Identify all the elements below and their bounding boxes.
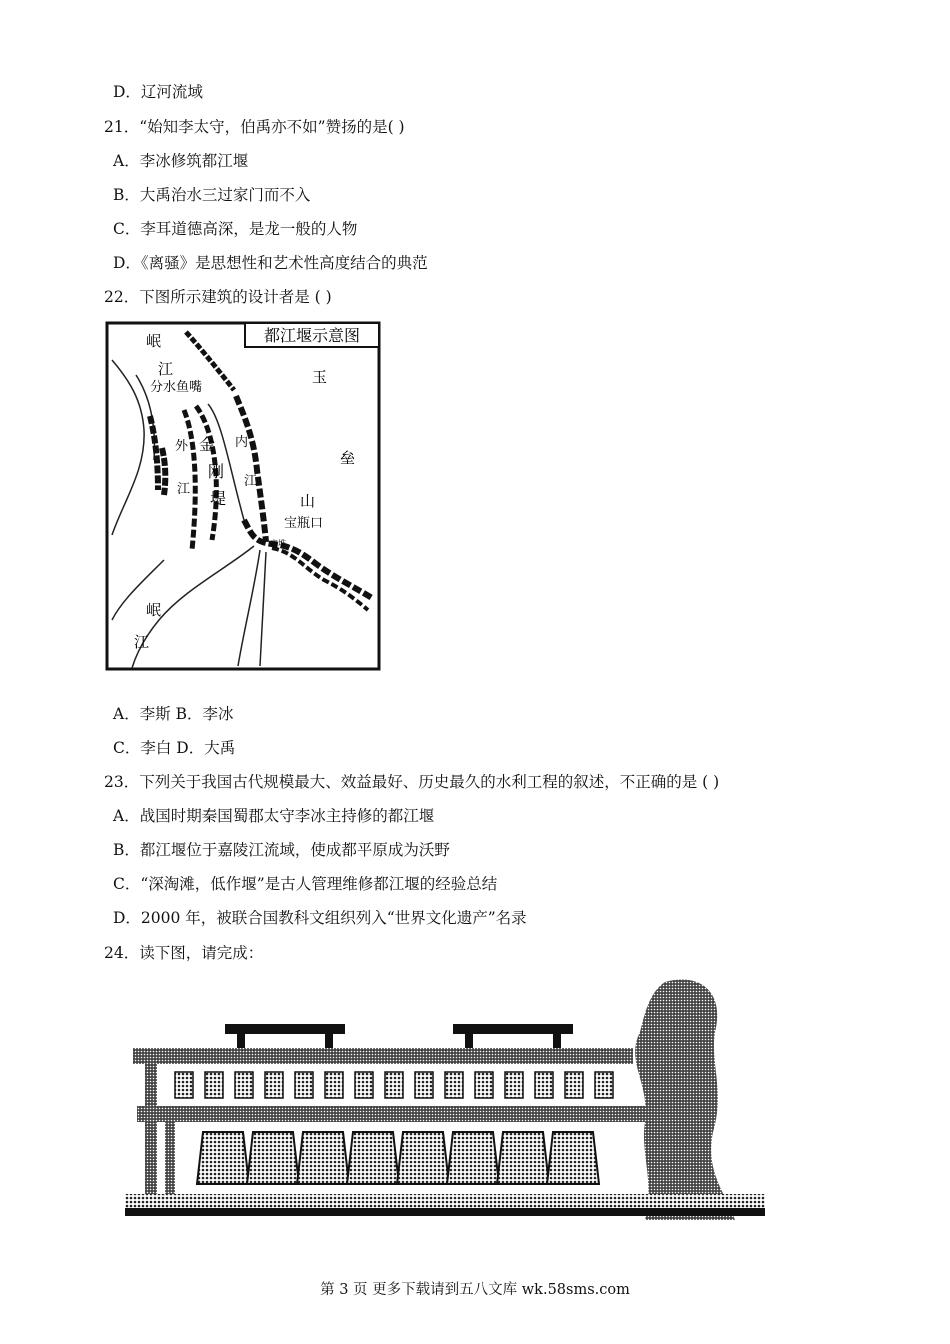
dujiangyan-map [104,320,382,672]
q23-option-a: A．战国时期秦国蜀郡太守李冰主持修的都江堰 [113,807,435,825]
map-label-di: 堤 [210,489,227,508]
q24-stem: 24．读下图，请完成： [104,944,264,962]
q21-stem: 21．“始知李太守，伯禹亦不如”赞扬的是( ) [104,118,405,136]
map-label-jiang-bottom: 江 [134,633,150,651]
map-label-lei: 垒 [340,449,356,467]
map-label-min-top: 岷 [146,332,162,350]
q21-option-a: A．李冰修筑都江堰 [113,152,249,170]
q21-option-b: B．大禹治水三过家门而不入 [113,186,311,204]
map-label-yu: 玉 [312,368,328,386]
q23-option-c: C．“深淘滩，低作堰”是古人管理维修都江堰的经验总结 [113,875,498,893]
q21-option-d: D．《离骚》是思想性和艺术性高度结合的典范 [113,254,428,272]
map-title: 都江堰示意图 [263,326,361,345]
q22-options-ab: A．李斯 B．李冰 [113,705,234,723]
q23-option-b: B．都江堰位于嘉陵江流域，使成都平原成为沃野 [113,841,450,859]
q23-option-d: D．2000 年，被联合国教科文组织列入“世界文化遗产”名录 [113,909,527,927]
page-footer: 第 3 页 更多下载请到五八文库 wk.58sms.com [320,1282,630,1298]
q22-options-cd: C．李白 D．大禹 [113,739,236,757]
map-label-wai-jiang: 江 [177,482,191,497]
map-label-jin: 金 [199,435,216,454]
chime-bells-image [125,972,765,1230]
map-label-min-bottom: 岷 [146,601,162,619]
map-label-nei-jiang: 江 [244,474,258,489]
map-label-lidui: 离堆 [270,539,286,548]
map-label-jiang-top: 江 [158,360,174,378]
map-label-baoping: 宝瓶口 [284,516,324,531]
map-label-fenshui: 分水鱼嘴 [150,380,203,395]
map-label-shan: 山 [300,492,316,510]
q21-option-c: C．李耳道德高深，是龙一般的人物 [113,220,358,238]
q23-stem: 23．下列关于我国古代规模最大、效益最好、历史最久的水利工程的叙述，不正确的是 ( ) [104,773,720,791]
map-label-nei: 内 [235,435,249,450]
map-label-gang: 刚 [208,462,225,481]
map-label-wai: 外 [175,439,189,454]
q20-option-d: D．辽河流域 [113,83,203,101]
q22-stem: 22．下图所示建筑的设计者是 ( ) [104,288,332,306]
